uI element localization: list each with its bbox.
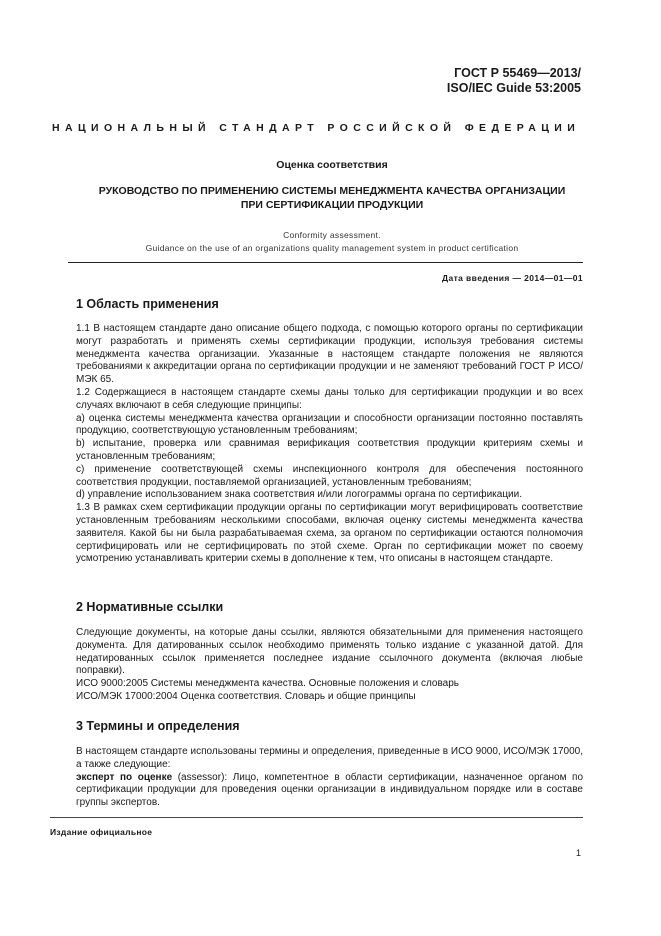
section1-body — [76, 323, 583, 566]
section3-heading: 3 Термины и определения — [76, 719, 240, 733]
term-name: эксперт по оценке — [76, 771, 173, 783]
page-number: 1 — [576, 848, 582, 858]
section2-body — [76, 627, 583, 704]
section1-item-c: c) применение соответствующей схемы инспекционного контроля для обеспечения постоянного соответствия продукции, поставляемой организацией, установленным требованиям; — [76, 463, 583, 488]
section2-heading: 2 Нормативные ссылки — [76, 600, 224, 614]
official-edition-note: Издание официальное — [50, 827, 153, 837]
term-definition-text: (assessor): Лицо, компетентное в области сертификации, назначенное органом по сертификации продукции для проведения оценки организации в индивидуальном порядке или в составе группы экспертов. — [76, 771, 584, 809]
footer-divider — [50, 817, 583, 818]
section3-body — [76, 746, 583, 810]
standard-title — [52, 185, 612, 212]
section1-paragraph-1-1: 1.1 В настоящем стандарте дано описание общего подхода, с помощью которого органы по сертификации могут разработать и применять схемы сертификации продукции, используя требования системы менеджмента качества организации. Указанные в настоящем стандарте положения не являются требованиями к аккредитации органа по сертификации продукции и не заменяют требований ГОСТ Р ИСО/МЭК 65. — [76, 323, 583, 386]
english-title-line2: Guidance on the use of an organizations quality management system in product certification — [145, 242, 519, 253]
standard-subject: Оценка соответствия — [276, 159, 388, 171]
normative-reference-1: ИСО 9000:2005 Системы менеджмента качества. Основные положения и словарь — [76, 678, 460, 690]
section1-item-b: b) испытание, проверка или сравнимая верификация соответствия продукции критериям схемы и установленным требованиям; — [76, 438, 583, 462]
normative-reference-2: ИСО/МЭК 17000:2004 Оценка соответствия. Словарь и общие принципы — [76, 690, 416, 702]
english-title — [52, 229, 612, 254]
gost-code-line1: ГОСТ Р 55469—2013/ — [454, 66, 581, 80]
section1-item-a: a) оценка системы менеджмента качества организации и способности организации постоянно поставлять продукцию, соответствующую установленным требованиям; — [76, 412, 583, 437]
english-title-line1: Conformity assessment. — [283, 230, 381, 240]
title-divider — [68, 262, 583, 263]
title-line2: ПРИ СЕРТИФИКАЦИИ ПРОДУКЦИИ — [240, 198, 424, 211]
title-line1: РУКОВОДСТВО ПО ПРИМЕНЕНИЮ СИСТЕМЫ МЕНЕДЖМЕНТА КАЧЕСТВА ОРГАНИЗАЦИИ — [98, 185, 566, 197]
section1-paragraph-1-3: 1.3 В рамках схем сертификации продукции органы по сертификации могут верифицировать соответствие установленным требованиям несколькими способами, включая оценку системы менеджмента качества заявителя. Какой бы ни была разрабатываемая схема, за органом по сертификации остаются полномочия сертифицировать или не сертифицировать по этой схеме. Орган по сертификации может по своему усмотрению устанавливать критерии схемы в дополнение к тем, что описаны в настоящем стандарте. — [76, 502, 583, 565]
section1-paragraph-1-2: 1.2 Содержащиеся в настоящем стандарте схемы даны только для сертификации продукции и во всех случаях включают в себя следующие принципы: — [76, 386, 583, 411]
term-definition — [76, 772, 583, 810]
national-standard-banner: НАЦИОНАЛЬНЫЙ СТАНДАРТ РОССИЙСКОЙ ФЕДЕРАЦИИ — [52, 122, 581, 134]
section3-paragraph: В настоящем стандарте использованы термины и определения, приведенные в ИСО 9000, ИСО/МЭК 17000, а также следующие: — [76, 746, 583, 770]
document-designation — [447, 66, 581, 96]
intro-date: Дата введения — 2014—01—01 — [442, 273, 583, 283]
section1-item-d: d) управление использованием знака соответствия и/или логограммы органа по сертификации. — [76, 489, 522, 501]
gost-code-line2: ISO/IEC Guide 53:2005 — [446, 81, 581, 95]
section1-heading: 1 Область применения — [76, 297, 219, 311]
section2-paragraph: Следующие документы, на которые даны ссылки, являются обязательными для применения настоящего документа. Для датированных ссылок необходимо применять только издание с указанной датой. Для недатированных ссылок применяется последнее издание ссылочного документа (включая любые поправки). — [76, 627, 583, 677]
